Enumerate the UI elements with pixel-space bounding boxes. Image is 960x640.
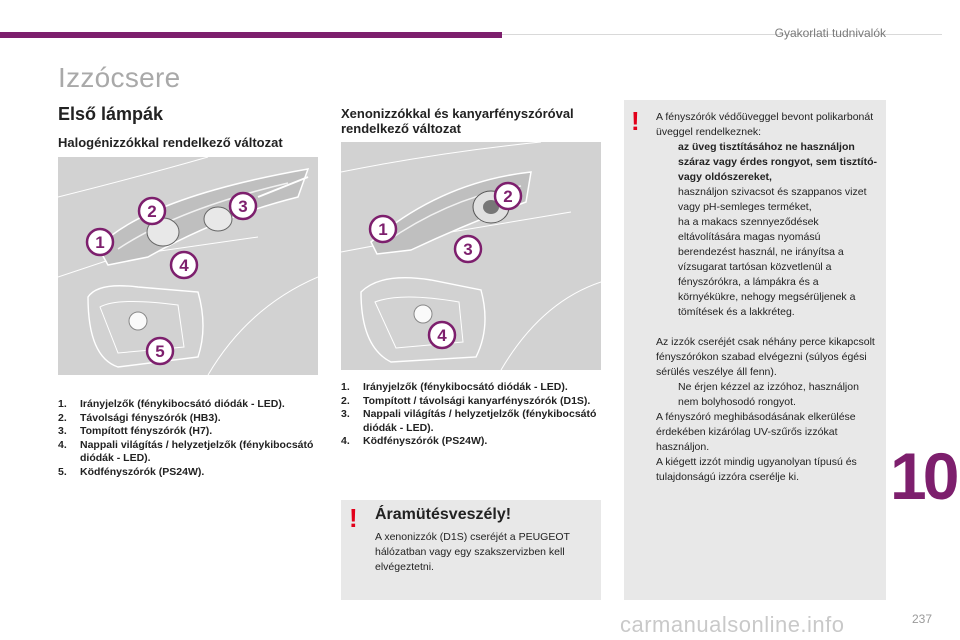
svg-text:4: 4	[437, 326, 447, 345]
warning-title: Áramütésveszély!	[375, 506, 512, 523]
list-item: használjon szivacsot és szappanos vizet vagy pH-semleges terméket,	[678, 186, 867, 213]
care-para-1: Az izzók cseréjét csak néhány perce kikapcsolt fényszórókon szabad elvégezni (súlyos égési sérülés veszélye áll fenn).	[656, 336, 875, 378]
halogen-parts-list	[58, 398, 318, 479]
svg-text:4: 4	[179, 256, 189, 275]
left-subheading: Halogénizzókkal rendelkező változat	[58, 135, 283, 150]
callout-4	[429, 322, 455, 348]
chapter-number: 10	[890, 439, 956, 513]
list-item: 4. Nappali világítás / helyzetjelzők (fénykibocsátó diódák - LED).	[58, 438, 314, 464]
section-label: Gyakorlati tudnivalók	[774, 26, 886, 40]
middle-heading: Xenonizzókkal és kanyarfényszóróval rendelkező változat	[341, 106, 574, 136]
halogen-callouts	[58, 157, 318, 375]
list-item: 3. Tompított fényszórók (H7).	[58, 425, 213, 437]
list-item: Ne érjen kézzel az izzóhoz, használjon nem bolyhosodó rongyot.	[678, 381, 859, 408]
list-item: 1. Irányjelzők (fénykibocsátó diódák - LED).	[58, 398, 285, 410]
list-item: 4. Ködfényszórók (PS24W).	[341, 435, 488, 447]
svg-text:3: 3	[463, 240, 473, 259]
care-para-3: A kiégett izzót mindig ugyanolyan típusú és tulajdonságú izzóra cserélje ki.	[656, 456, 857, 483]
left-heading: Első lámpák	[58, 104, 164, 124]
warning-icon: !	[349, 503, 358, 533]
watermark: carmanualsonline.info	[620, 612, 845, 637]
svg-text:3: 3	[238, 197, 248, 216]
list-item: az üveg tisztításához ne használjon száraz vagy érdes rongyot, sem tisztító- vagy oldószereket,	[678, 141, 877, 183]
page-number: 237	[912, 612, 933, 626]
callout-2	[139, 198, 165, 224]
list-item: 5. Ködfényszórók (PS24W).	[58, 465, 205, 478]
warning-text: A xenonizzók (D1S) cseréjét a PEUGEOT hálózatban vagy egy szakszervizben kell elvégeztetni.	[375, 531, 570, 573]
xenon-parts-list	[341, 381, 603, 449]
page-title: Izzócsere	[58, 62, 181, 93]
svg-text:1: 1	[95, 233, 105, 252]
list-item: 2. Tompított / távolsági kanyarfényszórók (D1S).	[341, 394, 591, 407]
callout-5	[147, 338, 173, 364]
callout-2	[495, 183, 521, 209]
list-item: 2. Távolsági fényszórók (HB3).	[58, 411, 221, 424]
svg-text:2: 2	[147, 202, 157, 221]
care-intro: A fényszórók védőüveggel bevont polikarbonát üveggel rendelkeznek:	[656, 111, 874, 138]
svg-text:1: 1	[378, 220, 388, 239]
callout-4	[171, 252, 197, 278]
xenon-callouts	[341, 142, 601, 370]
callout-1	[87, 229, 113, 255]
care-para-2: A fényszóró meghibásodásának elkerülése érdekében kizárólag UV-szűrős izzókat használjon.	[656, 411, 856, 453]
header-accent-bar	[0, 32, 502, 38]
callout-3	[455, 236, 481, 262]
list-item: 1. Irányjelzők (fénykibocsátó diódák - LED).	[341, 381, 568, 393]
list-item: 3. Nappali világítás / helyzetjelzők (fénykibocsátó diódák - LED).	[341, 408, 597, 434]
care-note-text	[656, 110, 878, 485]
callout-1	[370, 216, 396, 242]
svg-text:2: 2	[503, 187, 513, 206]
list-item: ha a makacs szennyeződések eltávolítására magas nyomású berendezést használ, ne irányítsa a vízsugarat tartósan közvetlenül a fényszórókra, a lámpákra és a környékükre, nehogy megsérüljenek a tömítések és a lakkréteg.	[678, 216, 856, 318]
warning-icon: !	[631, 106, 640, 136]
svg-text:5: 5	[155, 342, 165, 361]
callout-3	[230, 193, 256, 219]
